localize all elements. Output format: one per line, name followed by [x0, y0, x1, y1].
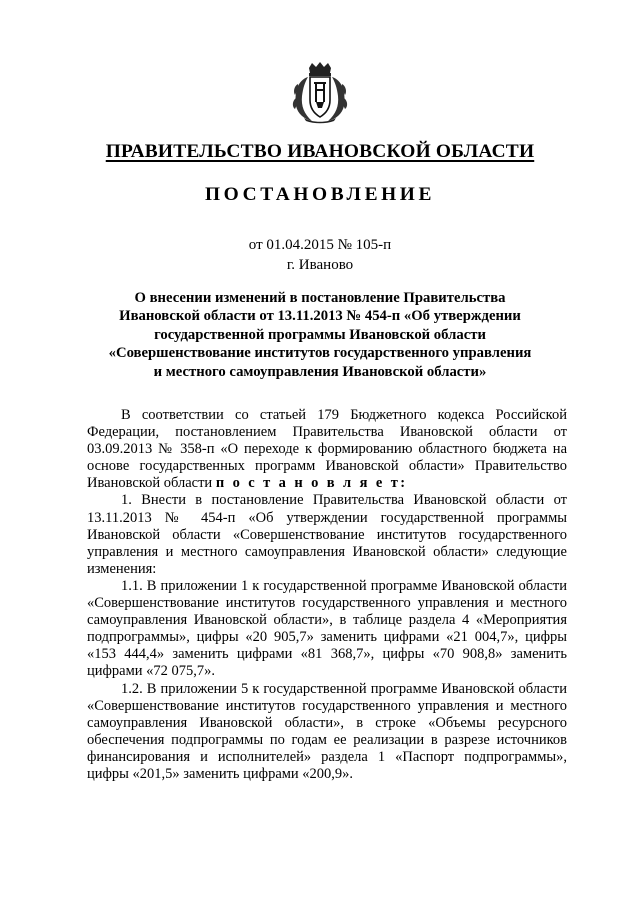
document-body	[87, 407, 567, 783]
item-1-2-paragraph: 1.2. В приложении 5 к государственной программе Ивановской области «Совершенствование институтов государственного управления и местного самоуправления Ивановской области», в строке «Объемы ресурсного обеспечения подпрограммы по годам ее реализации в разрезе источников финансирования и исполнителей» раздела 1 «Паспорт подпрограммы», цифры «201,5» заменить цифрами «200,9».	[87, 680, 567, 782]
subject-line: и местного самоуправления Ивановской области»	[153, 363, 487, 380]
document-subject	[90, 289, 550, 381]
item-1-paragraph: 1. Внести в постановление Правительства Ивановской области от 13.11.2013 № 454-п «Об утверждении государственной программы Ивановской области «Совершенствование институтов государственного управления и местного самоуправления Ивановской области» следующие изменения:	[87, 492, 567, 577]
organization-title: ПРАВИТЕЛЬСТВО ИВАНОВСКОЙ ОБЛАСТИ	[105, 141, 535, 162]
subject-line: государственной программы Ивановской области	[154, 326, 486, 343]
subject-line: Ивановской области от 13.11.2013 № 454-п «Об утверждении	[119, 308, 521, 325]
item-1-1-paragraph: 1.1. В приложении 1 к государственной программе Ивановской области «Совершенствование институтов государственного управления и местного самоуправления Ивановской области», в таблице раздела 4 «Мероприятия подпрограммы», цифры «20 905,7» заменить цифрами «21 004,7», цифры «153 444,4» заменить цифрами «81 368,7», цифры «70 908,8» заменить цифрами «72 075,7».	[87, 577, 567, 680]
preamble-text: В соответствии со статьей 179 Бюджетного кодекса Российской Федерации, постановлением Правительства Ивановской области от 03.09.2013 № 358-п «О переходе к формированию областного бюджета на основе государственных программ Ивановской области» Правительство Ивановской области	[87, 407, 567, 492]
preamble-paragraph	[87, 407, 567, 492]
document-city: г. Иваново	[286, 257, 354, 273]
document-date-number: от 01.04.2015 № 105-п	[248, 237, 392, 253]
decree-word: п о с т а н о в л я е т:	[215, 475, 408, 492]
document-type-heading: ПОСТАНОВЛЕНИЕ	[204, 184, 436, 205]
ivanovo-coat-of-arms-icon	[292, 62, 348, 124]
subject-line: О внесении изменений в постановление Правительства	[134, 290, 506, 306]
subject-line: «Совершенствование институтов государственного управления	[108, 345, 532, 362]
